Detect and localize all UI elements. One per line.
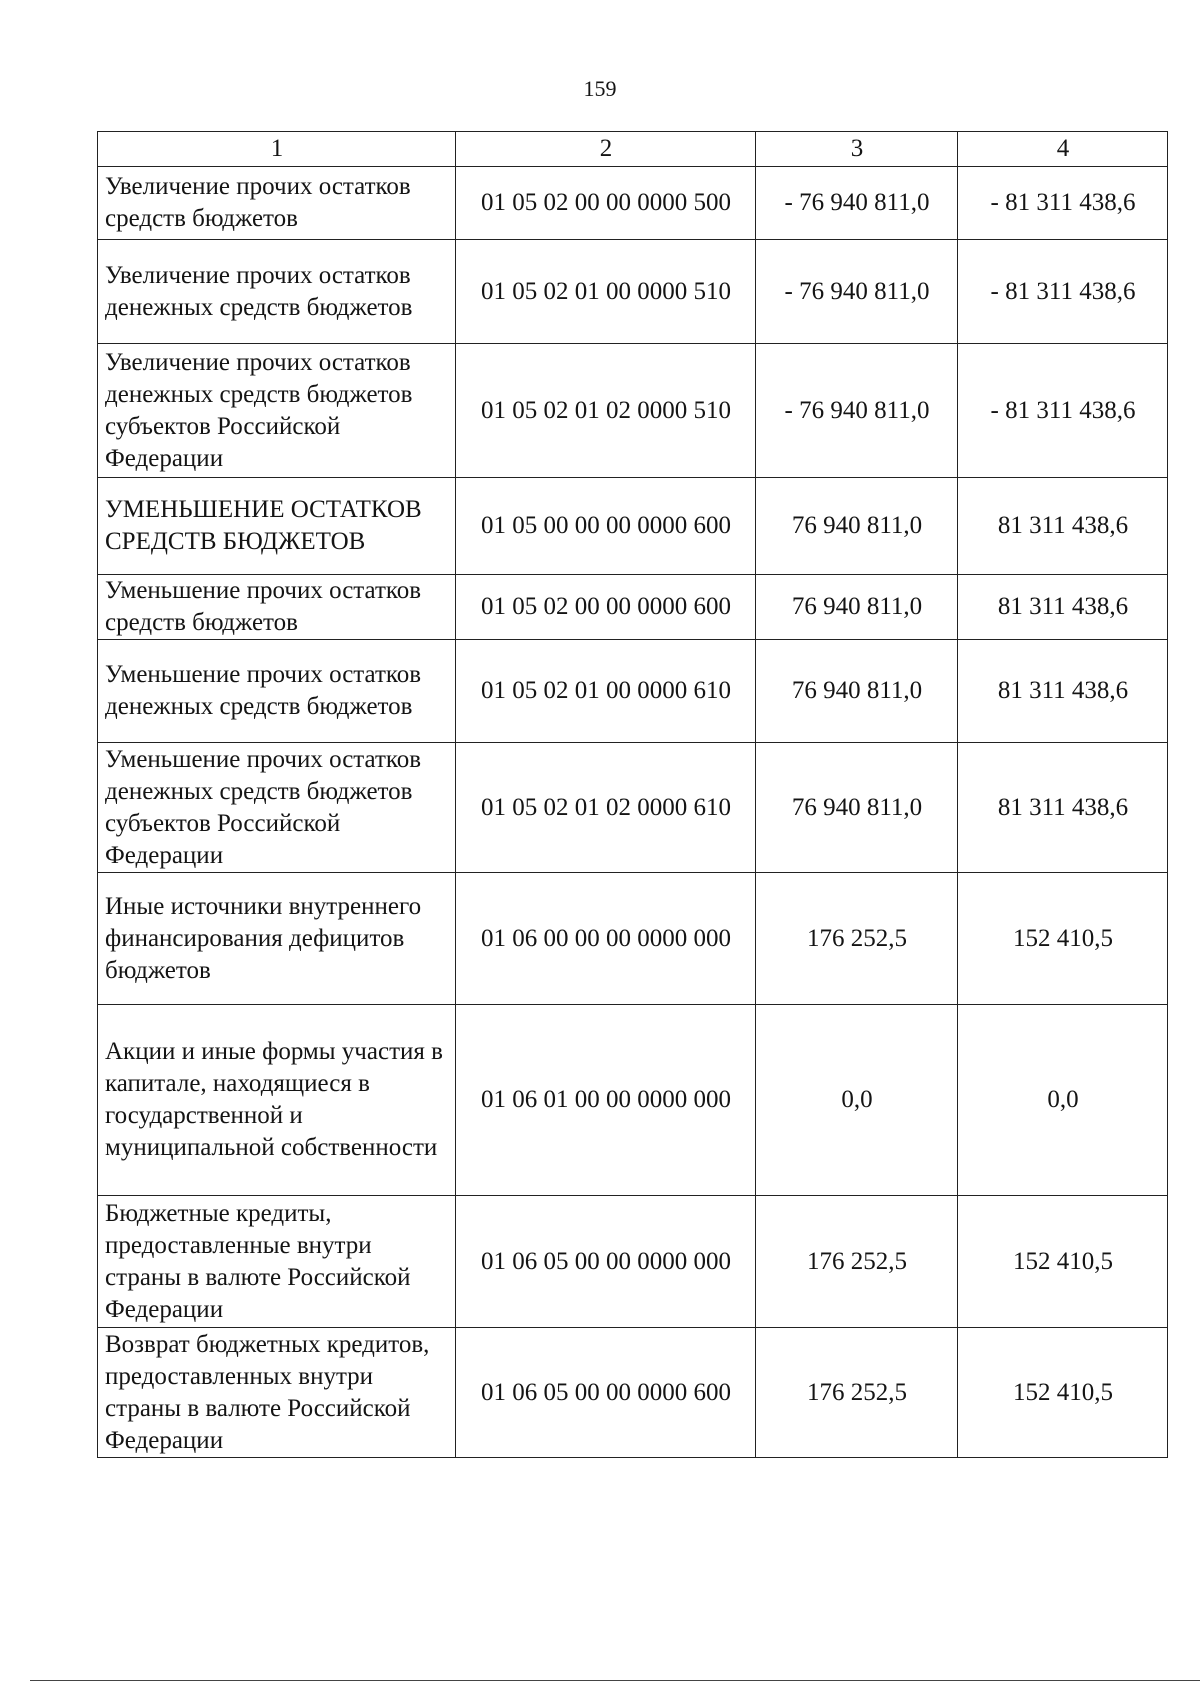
table-row	[98, 575, 1168, 640]
row-code: 01 05 00 00 00 0000 600	[456, 478, 756, 575]
row-value-col3: 0,0	[756, 1005, 958, 1196]
row-name: Увеличение прочих остатков денежных средств бюджетов субъектов Российской Федерации	[98, 344, 456, 478]
table-row	[98, 1196, 1168, 1328]
table-row	[98, 167, 1168, 240]
row-value-col4: 0,0	[958, 1005, 1168, 1196]
row-value-col4: - 81 311 438,6	[958, 167, 1168, 240]
row-value-col3: - 76 940 811,0	[756, 167, 958, 240]
row-value-col4: 152 410,5	[958, 873, 1168, 1005]
row-code: 01 06 00 00 00 0000 000	[456, 873, 756, 1005]
table-row	[98, 1328, 1168, 1458]
row-code: 01 06 05 00 00 0000 000	[456, 1196, 756, 1328]
row-name: Иные источники внутреннего финансирования дефицитов бюджетов	[98, 873, 456, 1005]
row-value-col3: 76 940 811,0	[756, 575, 958, 640]
row-code: 01 05 02 01 02 0000 510	[456, 344, 756, 478]
row-value-col3: - 76 940 811,0	[756, 344, 958, 478]
row-value-col4: 81 311 438,6	[958, 640, 1168, 743]
row-name: Уменьшение прочих остатков средств бюджетов	[98, 575, 456, 640]
page-number: 159	[583, 76, 617, 101]
table-row	[98, 743, 1168, 873]
row-value-col4: 81 311 438,6	[958, 478, 1168, 575]
row-value-col3: 176 252,5	[756, 873, 958, 1005]
column-header-4: 4	[958, 132, 1168, 167]
row-value-col4: 81 311 438,6	[958, 743, 1168, 873]
budget-sources-table	[97, 131, 1168, 1458]
column-header-2: 2	[456, 132, 756, 167]
table-row	[98, 640, 1168, 743]
row-code: 01 06 05 00 00 0000 600	[456, 1328, 756, 1458]
column-header-1: 1	[98, 132, 456, 167]
column-header-3: 3	[756, 132, 958, 167]
row-code: 01 05 02 00 00 0000 600	[456, 575, 756, 640]
row-value-col3: 176 252,5	[756, 1196, 958, 1328]
row-code: 01 05 02 01 00 0000 610	[456, 640, 756, 743]
row-value-col3: - 76 940 811,0	[756, 240, 958, 344]
row-value-col3: 76 940 811,0	[756, 478, 958, 575]
row-value-col4: 81 311 438,6	[958, 575, 1168, 640]
row-name: Бюджетные кредиты, предоставленные внутри страны в валюте Российской Федерации	[98, 1196, 456, 1328]
table-header-row	[98, 132, 1168, 167]
table-row	[98, 344, 1168, 478]
row-value-col4: - 81 311 438,6	[958, 240, 1168, 344]
row-value-col3: 76 940 811,0	[756, 743, 958, 873]
row-code: 01 06 01 00 00 0000 000	[456, 1005, 756, 1196]
row-value-col4: 152 410,5	[958, 1196, 1168, 1328]
row-value-col3: 76 940 811,0	[756, 640, 958, 743]
row-name: Возврат бюджетных кредитов, предоставленных внутри страны в валюте Российской Федерации	[98, 1328, 456, 1458]
row-name: Увеличение прочих остатков денежных средств бюджетов	[98, 240, 456, 344]
bottom-rule	[30, 1680, 1200, 1681]
table-row	[98, 873, 1168, 1005]
row-code: 01 05 02 01 02 0000 610	[456, 743, 756, 873]
row-name: Акции и иные формы участия в капитале, находящиеся в государственной и муниципальной собственности	[98, 1005, 456, 1196]
row-name: Увеличение прочих остатков средств бюджетов	[98, 167, 456, 240]
row-value-col4: - 81 311 438,6	[958, 344, 1168, 478]
row-code: 01 05 02 01 00 0000 510	[456, 240, 756, 344]
row-name: УМЕНЬШЕНИЕ ОСТАТКОВ СРЕДСТВ БЮДЖЕТОВ	[98, 478, 456, 575]
row-value-col4: 152 410,5	[958, 1328, 1168, 1458]
table-row	[98, 478, 1168, 575]
row-name: Уменьшение прочих остатков денежных средств бюджетов	[98, 640, 456, 743]
table-row	[98, 240, 1168, 344]
table-row	[98, 1005, 1168, 1196]
row-code: 01 05 02 00 00 0000 500	[456, 167, 756, 240]
row-name: Уменьшение прочих остатков денежных средств бюджетов субъектов Российской Федерации	[98, 743, 456, 873]
row-value-col3: 176 252,5	[756, 1328, 958, 1458]
